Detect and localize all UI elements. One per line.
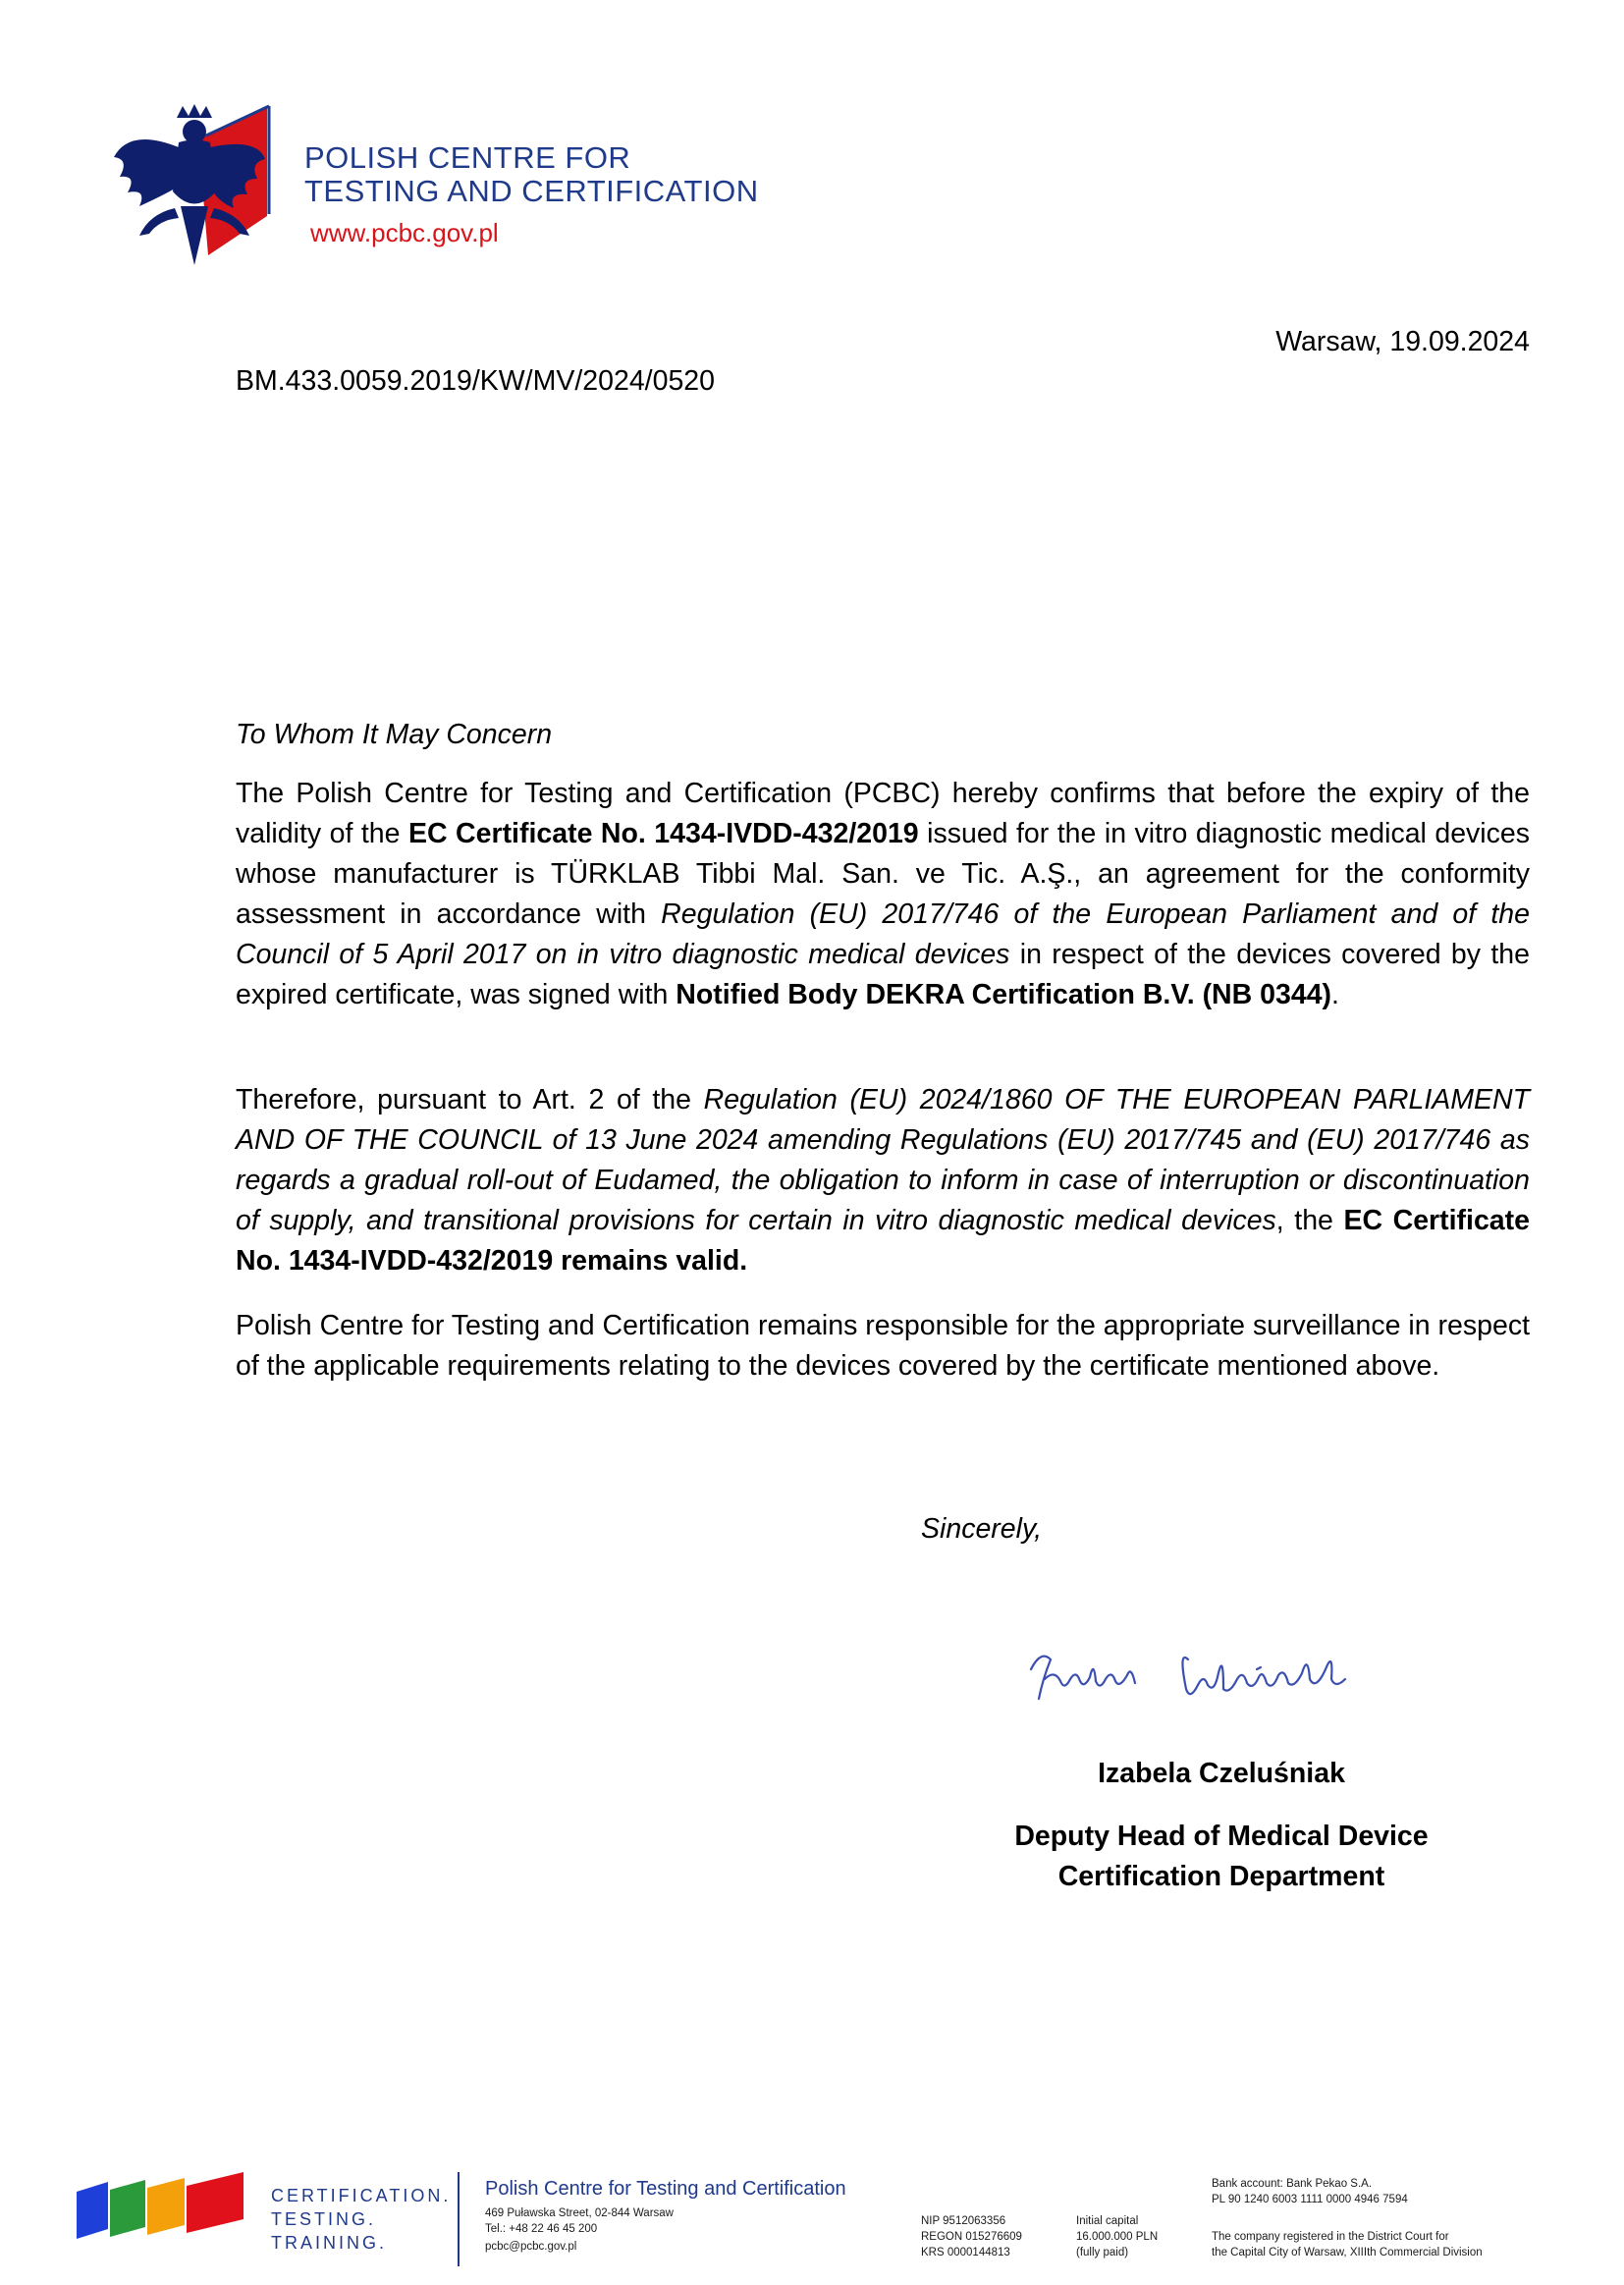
- footer-nip: NIP 9512063356: [921, 2215, 1006, 2227]
- p2-regulation-reference: Regulation (EU) 2024/1860 OF THE EUROPEAN PARLIAMENT AND OF THE COUNCIL of 13 June 2024 amending Regulations (EU) 2017/745 and (EU) 2017/746 as regards a gradual roll-out of Eudamed, the obligation to inform in case of interruption or discontinuation of supply, and transitional provisions for certain in vitro diagnostic medical devices: [236, 1084, 1530, 1236]
- reference-number: BM.433.0059.2019/KW/MV/2024/0520: [236, 365, 715, 397]
- signer-name: Izabela Czeluśniak: [1098, 1758, 1345, 1789]
- org-name-line2: TESTING AND CERTIFICATION: [304, 174, 759, 208]
- p1-text-e: in respect of the devices covered by the expired certificate, was signed with: [236, 939, 1530, 1010]
- footer-regon: REGON 015276609: [921, 2231, 1022, 2243]
- footer-divider: [458, 2172, 460, 2266]
- signer-title-line2: Certification Department: [1057, 1861, 1385, 1892]
- footer-tag-training: TRAINING.: [271, 2233, 388, 2253]
- footer-email[interactable]: pcbc@pcbc.gov.pl: [485, 2241, 577, 2253]
- footer-bank-account: PL 90 1240 6003 1111 0000 4946 7594: [1212, 2194, 1408, 2205]
- footer-color-logo: [75, 2172, 247, 2241]
- footer-court-line1: The company registered in the District Court for: [1212, 2231, 1449, 2243]
- org-name-line1: POLISH CENTRE FOR: [304, 140, 631, 175]
- p2-certificate-valid: EC Certificate No. 1434-IVDD-432/2019 remains valid.: [236, 1205, 1531, 1277]
- footer-capital-amount: 16.000.000 PLN: [1076, 2231, 1159, 2243]
- paragraph-validity: [236, 1080, 1530, 1281]
- org-website-link[interactable]: www.pcbc.gov.pl: [310, 218, 499, 247]
- p2-text-c: , the: [1275, 1205, 1344, 1236]
- paragraph-confirmation: [236, 774, 1530, 1015]
- polish-eagle-logo: [110, 98, 277, 275]
- footer-court-line2: the Capital City of Warsaw, XIIIth Commercial Division: [1212, 2247, 1483, 2258]
- p1-text-a: The Polish Centre for Testing and Certification (PCBC) hereby confirms that before the expiry of the validity of the: [236, 778, 1530, 849]
- p2-text-a: Therefore, pursuant to Art. 2 of the: [236, 1084, 704, 1115]
- p1-notified-body: Notified Body DEKRA Certification B.V. (NB 0344): [676, 979, 1332, 1010]
- p1-text-c: issued for the in vitro diagnostic medical devices whose manufacturer is TÜRKLAB Tibbi Mal. San. ve Tic. A.Ş., an agreement for the conformity assessment in accordance with: [236, 818, 1530, 930]
- footer-address: 469 Puławska Street, 02-844 Warsaw: [485, 2207, 674, 2219]
- footer-tag-certification: CERTIFICATION.: [271, 2186, 452, 2205]
- footer-krs: KRS 0000144813: [921, 2247, 1010, 2258]
- footer-phone: Tel.: +48 22 46 45 200: [485, 2223, 598, 2235]
- p1-certificate-number: EC Certificate No. 1434-IVDD-432/2019: [407, 818, 919, 849]
- paragraph-surveillance: Polish Centre for Testing and Certification remains responsible for the appropriate surveillance in respect of the applicable requirements relating to the devices covered by the certificate mentioned above.: [236, 1310, 1530, 1382]
- footer-tag-testing: TESTING.: [271, 2209, 377, 2229]
- closing: Sincerely,: [921, 1513, 1043, 1545]
- footer-capital-label: Initial capital: [1076, 2215, 1139, 2227]
- salutation: To Whom It May Concern: [236, 719, 553, 750]
- handwritten-signature: [1021, 1630, 1414, 1718]
- footer-org-name: Polish Centre for Testing and Certification: [485, 2178, 846, 2200]
- footer-bank-name: Bank account: Bank Pekao S.A.: [1212, 2178, 1373, 2190]
- footer-capital-paid: (fully paid): [1076, 2247, 1129, 2258]
- signer-title-line1: Deputy Head of Medical Device: [1014, 1821, 1429, 1852]
- letter-date: Warsaw, 19.09.2024: [1275, 326, 1530, 357]
- p1-text-g: .: [1331, 979, 1339, 1010]
- p1-regulation-reference: Regulation (EU) 2017/746 of the European Parliament and of the Council of 5 April 2017 on in vitro diagnostic medical devices: [236, 898, 1530, 970]
